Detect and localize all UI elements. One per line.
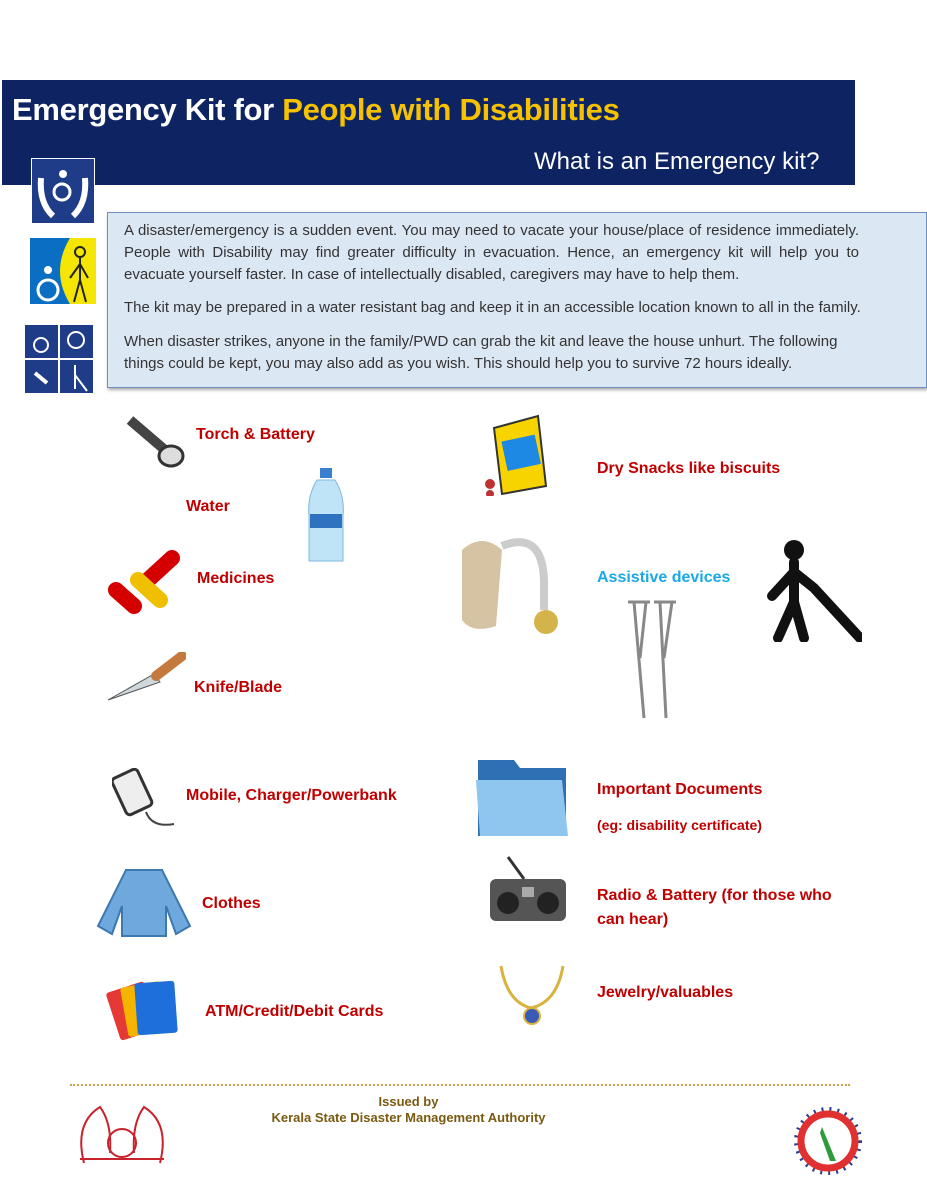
- item-radio-line2: can hear): [597, 911, 669, 928]
- item-assistive-devices: Assistive devices: [597, 569, 731, 586]
- title-highlight: People with Disabilities: [282, 92, 620, 127]
- page-title: [12, 92, 620, 128]
- mobile-charger-icon: [112, 768, 178, 832]
- item-medicines: Medicines: [197, 570, 275, 587]
- sweater-icon: [96, 866, 192, 938]
- ksdma-logo: [790, 1103, 866, 1179]
- wheelchair-walker-icon: [30, 238, 96, 304]
- item-documents-note: (eg: disability certificate): [597, 817, 762, 833]
- item-snacks: Dry Snacks like biscuits: [597, 460, 781, 477]
- item-water: Water: [186, 498, 230, 515]
- subtitle: What is an Emergency kit?: [534, 148, 820, 175]
- item-cards: ATM/Credit/Debit Cards: [205, 1003, 384, 1020]
- radio-icon: [488, 855, 568, 923]
- intro-paragraph-2: The kit may be prepared in a water resistant bag and keep it in an accessible location known to all in the family.: [124, 299, 861, 316]
- intro-paragraph-1: A disaster/emergency is a sudden event. You may need to vacate your house/place of residence immediately. People with Disability may find greater difficulty in evacuation. Hence, an emergency kit will help you to evacuate yourself faster. In case of intellectually disabled, caregivers may have to help them.: [124, 222, 859, 283]
- issuing-authority: Kerala State Disaster Management Authority: [271, 1110, 546, 1125]
- credit-cards-icon: [106, 972, 184, 1042]
- item-documents: Important Documents: [597, 781, 763, 798]
- item-radio-line1: Radio & Battery (for those who: [597, 887, 832, 904]
- snacks-box-icon: [480, 412, 560, 496]
- water-bottle-icon: [303, 466, 349, 566]
- knife-icon: [106, 652, 186, 704]
- item-mobile: Mobile, Charger/Powerbank: [186, 787, 397, 804]
- medicine-capsules-icon: [108, 550, 180, 620]
- accessibility-symbols-icon: [25, 325, 93, 393]
- intro-box: [107, 212, 927, 388]
- crutches-icon: [620, 598, 684, 720]
- torch-icon: [125, 412, 187, 470]
- issued-by: Issued by: [378, 1094, 439, 1109]
- hearing-aid-icon: [452, 530, 564, 640]
- title-text: Emergency Kit for: [12, 92, 283, 127]
- blind-person-cane-icon: [760, 538, 862, 642]
- footer-divider: [70, 1084, 850, 1086]
- documents-folder-icon: [474, 750, 570, 840]
- item-clothes: Clothes: [202, 895, 261, 912]
- necklace-icon: [497, 962, 569, 1032]
- intro-paragraph-3: When disaster strikes, anyone in the family/PWD can grab the kit and leave the house unhurt. The following things could be kept, you may also add as you wish. This should help you to survive 72 hours ideally.: [124, 333, 838, 372]
- item-torch: Torch & Battery: [196, 426, 315, 443]
- hands-wheelchair-icon: [31, 158, 95, 224]
- item-jewelry: Jewelry/valuables: [597, 984, 734, 1001]
- item-knife: Knife/Blade: [194, 679, 283, 696]
